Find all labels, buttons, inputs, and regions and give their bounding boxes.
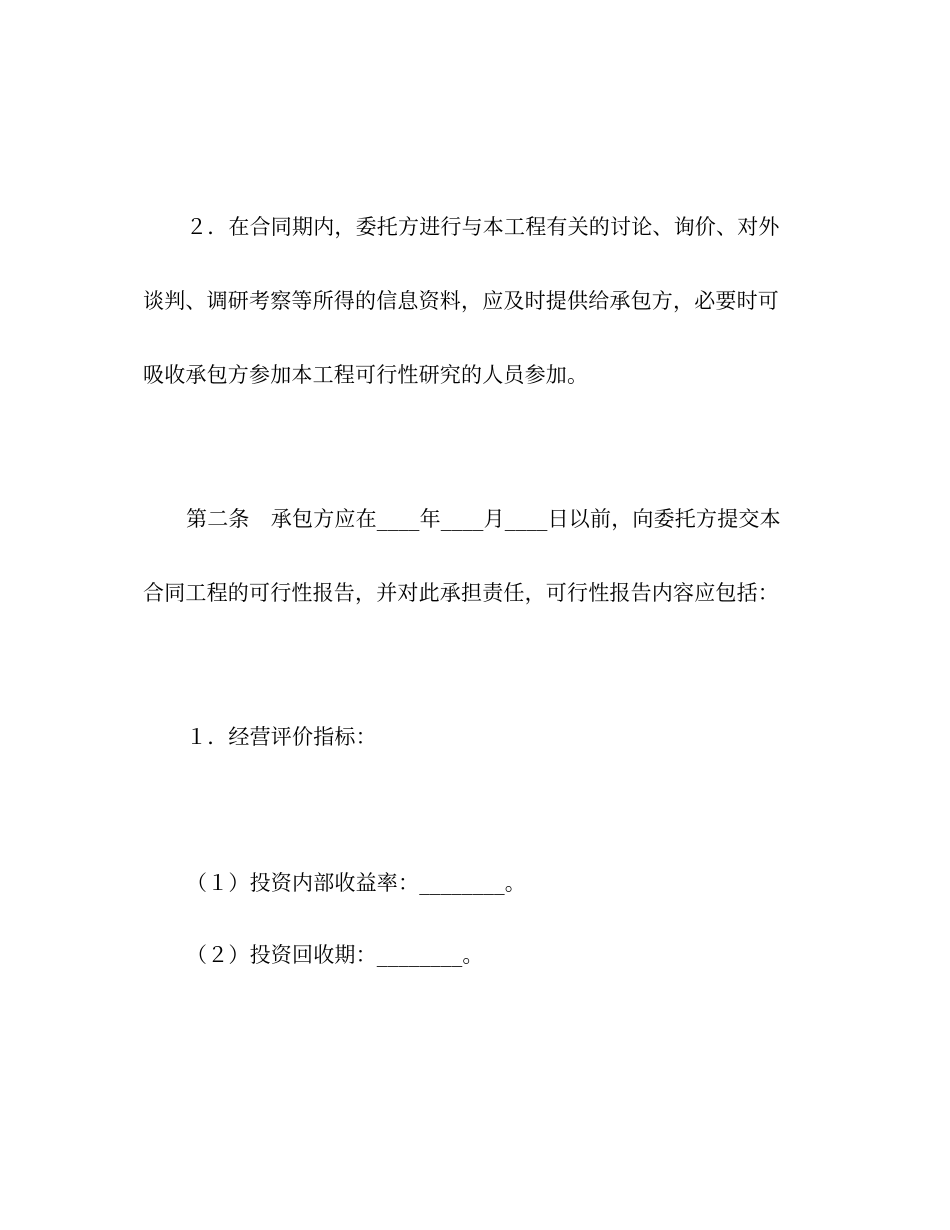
- list-item: （２）投资回收期：________。: [186, 943, 484, 967]
- paragraph-line: 谈判、调研考察等所得的信息资料，应及时提供给承包方，必要时可: [143, 289, 779, 313]
- paragraph-line: 吸收承包方参加本工程可行性研究的人员参加。: [143, 363, 589, 387]
- list-item: （１）投资内部收益率：________。: [186, 871, 526, 895]
- section-heading: １．经营评价指标：: [186, 725, 377, 749]
- paragraph-line: ２．在合同期内，委托方进行与本工程有关的讨论、询价、对外: [186, 215, 780, 239]
- article-line: 合同工程的可行性报告，并对此承担责任，可行性报告内容应包括：: [143, 581, 779, 605]
- article-line: 第二条 承包方应在____年____月____日以前，向委托方提交本: [186, 507, 781, 531]
